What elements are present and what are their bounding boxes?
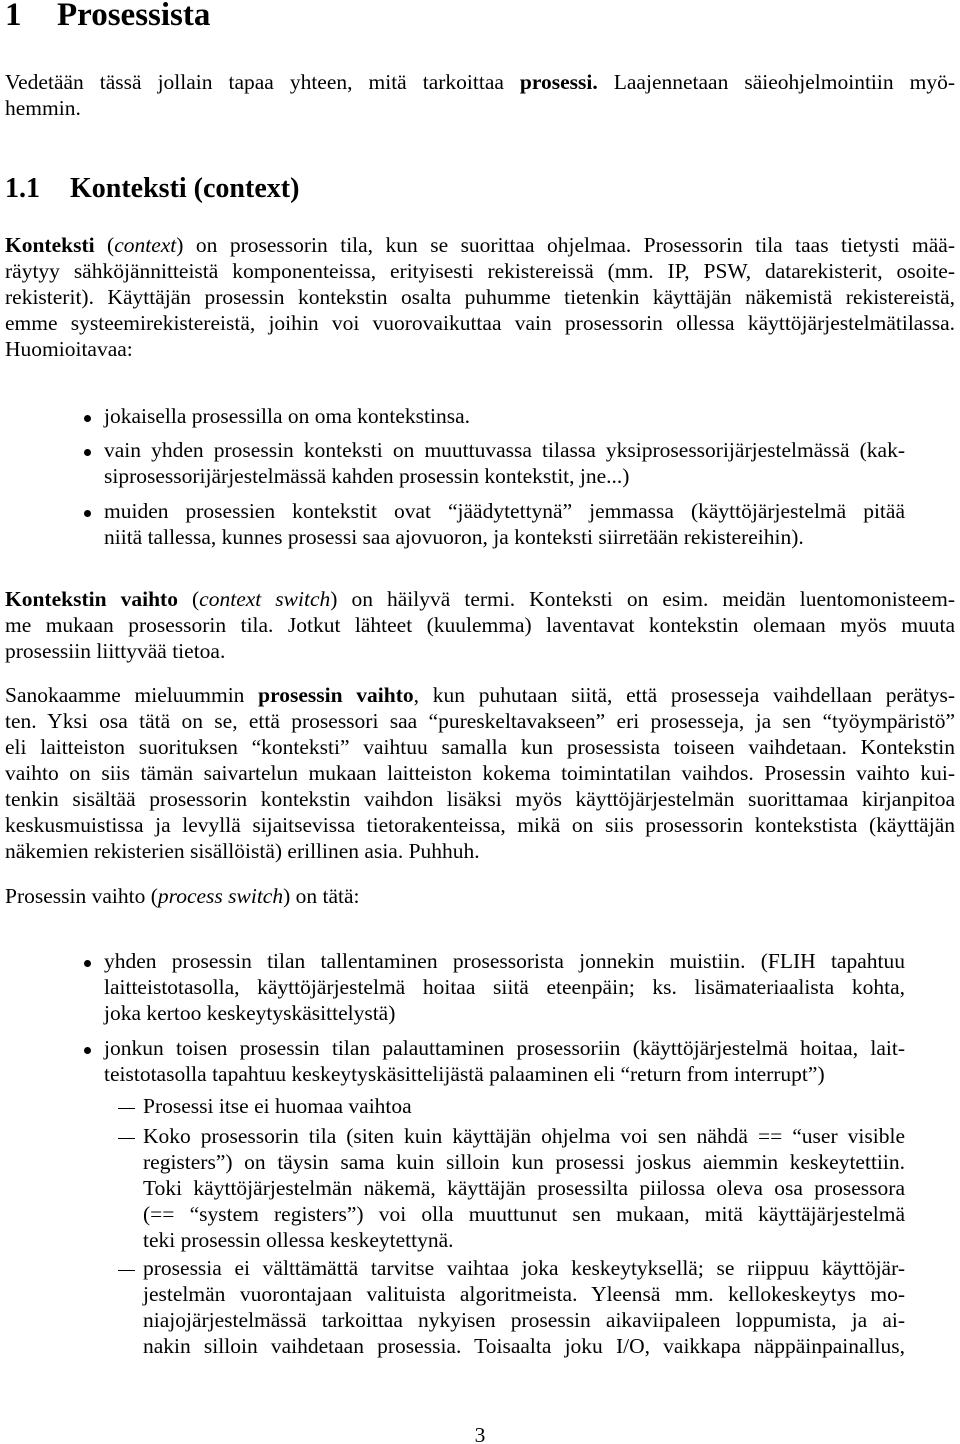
- list-item-line: jestelmän vuorontajaan valituista algoritmeista. Yleensä mm. kellokeskeytys mo-: [143, 1282, 905, 1306]
- list-item-line: jonkun toisen prosessin tilan palauttaminen prosessoriin (käyttöjärjestelmä hoitaa, lait-: [104, 1036, 905, 1060]
- italic-term: process switch: [157, 884, 284, 908]
- paragraph-line: tenkin sisältää prosessorin kontekstin vaihdon lisäksi myös käyttöjärjestelmän suorittamaa kirjanpitoa: [5, 787, 955, 811]
- paragraph-line: eli laitteiston suorituksen “konteksti” vaihtuu samalla kun prosessista toiseen vaihdetaan. Kontekstin: [5, 735, 955, 759]
- process-switch-paragraph: [5, 682, 955, 864]
- paragraph-line: keskusmuistissa ja levyllä sijaitsevissa tietorakenteissa, mikä on siis prosessorin kontekstista (käyttäjän: [5, 813, 955, 837]
- list-item-line: siprosessorijärjestelmässä kahden prosessin kontekstit, jne...): [104, 464, 630, 488]
- list-item-line: muiden prosessien kontekstit ovat “jäädytettynä” jemmassa (käyttöjärjestelmä pitää: [104, 499, 905, 523]
- sub-list-item: [143, 1255, 905, 1359]
- bold-term: Konteksti: [5, 233, 95, 257]
- paragraph-line: [5, 682, 955, 708]
- bullet-marker: [84, 449, 91, 456]
- subsection-title: Konteksti (context): [70, 173, 300, 204]
- context-paragraph: [5, 232, 955, 362]
- list-item: [104, 437, 905, 489]
- dash-marker: [118, 1138, 135, 1139]
- list-item-line: laitteistotasolla, käyttöjärjestelmä hoitaa siitä eteenpäin; ks. lisämateriaalista kohta,: [104, 975, 905, 999]
- section-title: Prosessista: [57, 0, 211, 33]
- section-heading: [5, 0, 211, 33]
- text-run: (: [177, 587, 200, 611]
- paragraph-line: hemmin.: [5, 96, 81, 120]
- list-item-line: joka kertoo keskeytyskäsittelystä): [104, 1001, 396, 1025]
- paragraph-line: [5, 586, 955, 612]
- paragraph-line: [5, 69, 955, 95]
- paragraph-line: prosessiin liittyvää tietoa.: [5, 639, 226, 663]
- section-number: 1: [5, 0, 22, 33]
- paragraph-line: näkemien rekisterien sisällöistä) erillinen asia. Puhhuh.: [5, 839, 480, 863]
- subsection-number: 1.1: [5, 173, 40, 204]
- list-item-line: Toki käyttöjärjestelmän näkemä, käyttäjän prosessilta piilossa oleva osa prosessora: [143, 1176, 905, 1200]
- paragraph-line: vaihto on siis tämän saivartelun mukaan laitteiston kokema toimintatilan vaihdos. Prosessin vaihto kui-: [5, 761, 955, 785]
- intro-paragraph: [5, 69, 955, 121]
- text-run: ) on prosessorin tila, kun se suorittaa ohjelmaa. Prosessorin tila taas tietysti mää-: [176, 233, 955, 257]
- paragraph-line: [5, 232, 955, 258]
- text-run: Prosessin vaihto (: [5, 884, 158, 908]
- context-switch-paragraph: [5, 586, 955, 664]
- list-item-line: nakin silloin vaihdetaan prosessia. Toisaalta joku I/O, vaikkapa näppäinpainallus,: [143, 1334, 905, 1358]
- sub-list-item: [143, 1093, 905, 1119]
- list-item-line: teki prosessin ollessa keskeytettynä.: [143, 1228, 454, 1252]
- list-item-line: niajojärjestelmässä tarkoittaa nykyisen prosessin aikaviipaleen loppumista, ja ai-: [143, 1308, 905, 1332]
- list-item-line: registers”) on täysin sama kuin silloin kun prosessi joskus aiemmin keskeytettiin.: [143, 1150, 905, 1174]
- text-run: ) on tätä:: [283, 884, 360, 908]
- bullet-marker: [84, 1047, 91, 1054]
- bullet-marker: [84, 415, 91, 422]
- list-item-line: Prosessi itse ei huomaa vaihtoa: [143, 1094, 412, 1118]
- text-run: ) on häilyvä termi. Konteksti on esim. meidän luentomonisteem-: [330, 587, 955, 611]
- text-run: Vedetään tässä jollain tapaa yhteen, mitä tarkoittaa: [5, 70, 520, 94]
- text-run: Sanokaamme mieluummin: [5, 683, 259, 707]
- paragraph-line: Huomioitavaa:: [5, 337, 133, 361]
- paragraph-line: räytyy sähköjännitteistä komponenteissa, erityisesti rekistereissä (mm. IP, PSW, datarekisterit, osoite-: [5, 259, 955, 283]
- paragraph-line: me mukaan prosessorin tila. Jotkut lähteet (kuulemma) laventavat kontekstin olemaan myös muuta: [5, 613, 955, 637]
- list-item-line: vain yhden prosessin konteksti on muuttuvassa tilassa yksiprosessorijärjestelmässä (kak-: [104, 438, 905, 462]
- paragraph-line: emme systeemirekistereistä, joihin voi vuorovaikuttaa vain prosessorin ollessa käyttöjärjestelmätilassa.: [5, 311, 955, 335]
- italic-term: context: [114, 233, 177, 257]
- dash-marker: [118, 1270, 135, 1271]
- paragraph-line: ten. Yksi osa tätä on se, että prosessori saa “pureskeltavakseen” eri prosesseja, ja sen “työympäristö”: [5, 709, 955, 733]
- italic-term: context switch: [199, 587, 331, 611]
- dash-marker: [118, 1108, 135, 1109]
- list-item-line: niitä tallessa, kunnes prosessi saa ajovuoron, ja konteksti siirretään rekistereihin).: [104, 525, 804, 549]
- text-run: (: [94, 233, 115, 257]
- bold-term: prosessi.: [519, 70, 598, 94]
- list-item-line: prosessia ei välttämättä tarvitse vaihtaa joka keskeytyksellä; se riippuu käyttöjär-: [143, 1256, 905, 1280]
- list-item-line: jokaisella prosessilla on oma kontekstinsa.: [104, 404, 471, 428]
- list-item: [104, 403, 905, 429]
- bullet-marker: [84, 960, 91, 967]
- list-item-line: yhden prosessin tilan tallentaminen prosessorista jonnekin muistiin. (FLIH tapahtuu: [104, 949, 905, 973]
- list-item-line: (== “system registers”) voi olla muuttunut sen mukaan, mitä käyttäjärjestelmä: [143, 1202, 905, 1226]
- list-item: [104, 498, 905, 550]
- list-item-line: teistotasolla tapahtuu keskeytyskäsittelijästä palaaminen eli “return from interrupt”): [104, 1062, 825, 1086]
- bullet-marker: [84, 510, 91, 517]
- bold-term: prosessin vaihto: [258, 683, 414, 707]
- bold-term: Kontekstin vaihto: [5, 587, 178, 611]
- list-item-line: Koko prosessorin tila (siten kuin käyttäjän ohjelma voi sen nähdä == “user visible: [143, 1124, 905, 1148]
- page-number: 3: [474, 1423, 486, 1444]
- subsection-heading: [5, 173, 299, 205]
- text-run: Laajennetaan säieohjelmointiin myö-: [597, 70, 955, 94]
- text-run: , kun puhutaan siitä, että prosesseja vaihdellaan perätys-: [413, 683, 955, 707]
- process-switch-intro: [5, 883, 955, 909]
- list-item: [104, 948, 905, 1026]
- list-item: [104, 1035, 905, 1087]
- paragraph-line: [5, 883, 955, 909]
- paragraph-line: rekisterit). Käyttäjän prosessin kontekstin osalta puhumme tietenkin käyttäjän näkemistä rekistereistä,: [5, 285, 955, 309]
- sub-list-item: [143, 1123, 905, 1253]
